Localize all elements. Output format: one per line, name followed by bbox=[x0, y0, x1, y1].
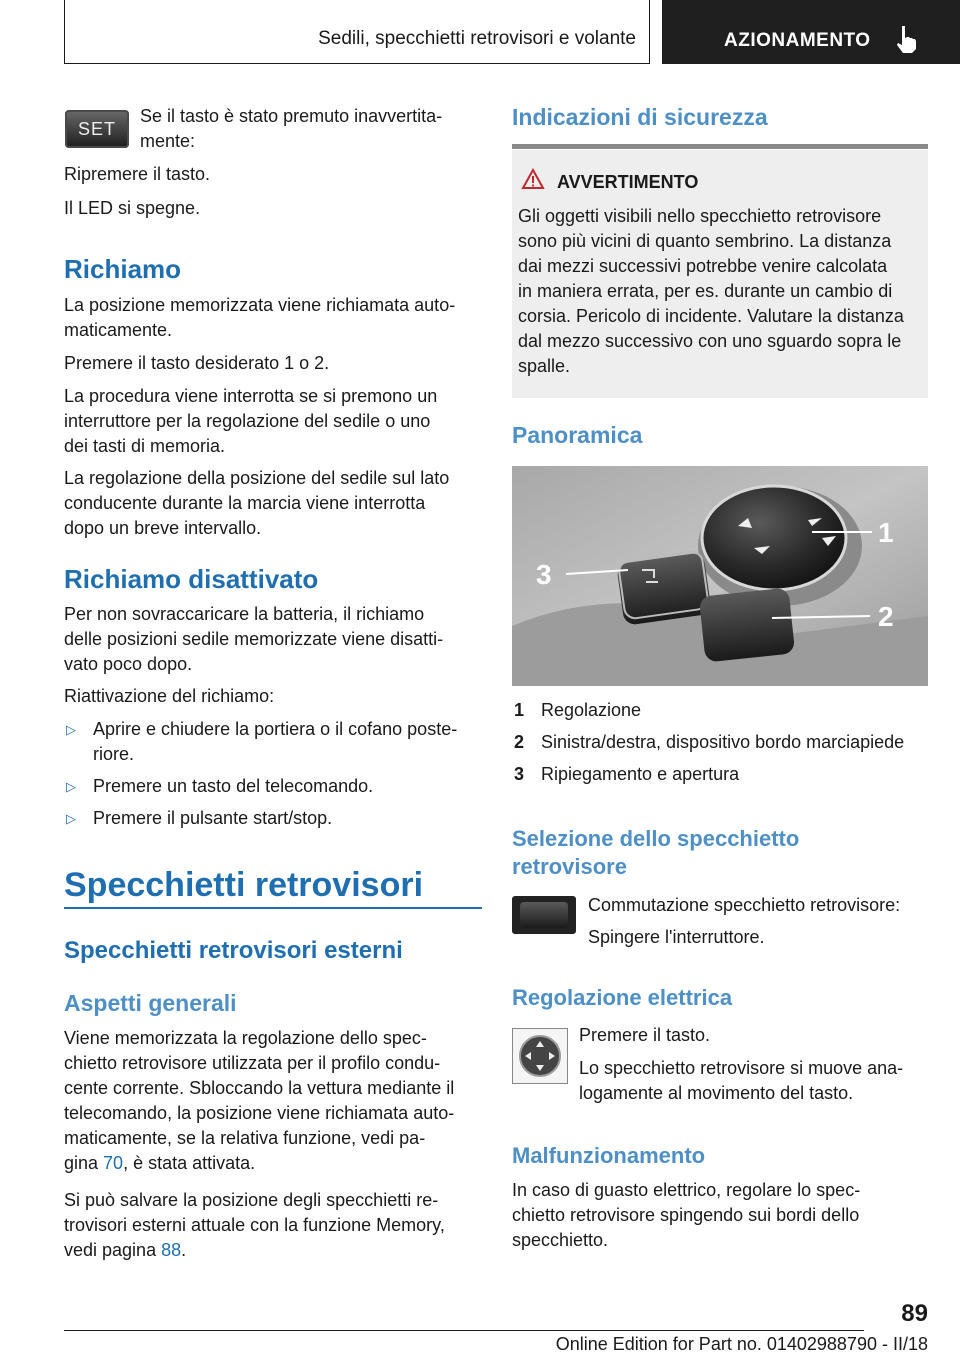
direction-pad-image bbox=[512, 1028, 568, 1084]
paragraph: In caso di guasto elettrico, regolare lo spec- chietto retrovisore spingendo sui bordi dello specchietto. bbox=[512, 1180, 861, 1250]
warning-top-bar bbox=[512, 144, 928, 149]
heading-regolazione-elettrica: Regolazione elettrica bbox=[512, 985, 733, 1010]
page-number: 89 bbox=[901, 1300, 928, 1327]
paragraph: Si può salvare la posizione degli specchietti re- trovisori esterni attuale con la funzione Memory, vedi pagina 88. bbox=[64, 1190, 445, 1260]
heading-specchietti-retrovisori: Specchietti retrovisori bbox=[64, 866, 424, 904]
footer-edition: Online Edition for Part no. 01402988790 - II/18 bbox=[555, 1334, 928, 1354]
paragraph: La procedura viene interrotta se si premono un interruttore per la regolazione del sedile o uno dei tasti di memoria. bbox=[64, 386, 438, 456]
legend-text: Regolazione bbox=[541, 700, 642, 720]
list-item: Premere il pulsante start/stop. bbox=[93, 808, 333, 828]
set-text: Se il tasto è stato premuto inavvertita- mente: bbox=[140, 106, 443, 151]
paragraph: Riattivazione del richiamo: bbox=[64, 686, 275, 706]
paragraph: Premere il tasto. bbox=[579, 1025, 711, 1045]
paragraph: Il LED si spegne. bbox=[64, 198, 201, 218]
direction-pad-icon bbox=[513, 1029, 567, 1083]
paragraph: Premere il tasto desiderato 1 o 2. bbox=[64, 353, 330, 373]
list-item: Premere un tasto del telecomando. bbox=[93, 776, 374, 796]
header-section-title: Sedili, specchietti retrovisori e volante bbox=[318, 28, 636, 49]
callout-2: 2 bbox=[878, 601, 894, 632]
legend-number: 3 bbox=[514, 764, 525, 784]
heading-malfunzionamento: Malfunzionamento bbox=[512, 1143, 706, 1168]
bullet-arrow-icon: ▷ bbox=[66, 722, 76, 737]
header-chapter-title: AZIONAMENTO bbox=[724, 30, 871, 51]
paragraph: Commutazione specchietto retrovisore: bbox=[588, 895, 901, 915]
heading-indicazioni-sicurezza: Indicazioni di sicurezza bbox=[512, 104, 768, 130]
hand-pointer-icon bbox=[894, 24, 920, 54]
legend-text: Sinistra/destra, dispositivo bordo marciapiede bbox=[541, 732, 905, 752]
heading-richiamo-disattivato: Richiamo disattivato bbox=[64, 564, 319, 594]
footer-rule bbox=[64, 1330, 864, 1331]
paragraph: Ripremere il tasto. bbox=[64, 164, 211, 184]
paragraph: La regolazione della posizione del sedile sul lato conducente durante la marcia viene interrotta dopo un breve intervallo. bbox=[64, 468, 450, 538]
warning-text: Gli oggetti visibili nello specchietto retrovisore sono più vicini di quanto sembrino. La distanza dai mezzi successivi potrebbe venire calcolata in maniera errata, per es. durante un cambio di corsia. Pericolo di incidente. Valutare la distanza dal mezzo successivo con uno sguardo sopra le spalle. bbox=[518, 206, 904, 376]
callout-3: 3 bbox=[536, 559, 552, 590]
heading-panoramica: Panoramica bbox=[512, 422, 643, 448]
paragraph: Spingere l'interruttore. bbox=[588, 927, 765, 947]
warning-triangle-icon bbox=[521, 168, 545, 190]
section-rule bbox=[64, 907, 482, 909]
page-link-70[interactable]: 70 bbox=[103, 1153, 124, 1173]
callout-1: 1 bbox=[878, 517, 894, 548]
page-link-88[interactable]: 88 bbox=[161, 1240, 182, 1260]
mirror-control-photo bbox=[512, 466, 928, 686]
heading-aspetti-generali: Aspetti generali bbox=[64, 990, 237, 1016]
list-item: Aprire e chiudere la portiera o il cofano poste- riore. bbox=[93, 719, 458, 764]
bullet-arrow-icon: ▷ bbox=[66, 811, 76, 826]
legend-number: 2 bbox=[514, 732, 525, 752]
paragraph: La posizione memorizzata viene richiamata auto- maticamente. bbox=[64, 295, 456, 340]
heading-specchietti-esterni: Specchietti retrovisori esterni bbox=[64, 937, 403, 964]
heading-richiamo: Richiamo bbox=[64, 254, 182, 284]
legend-text: Ripiegamento e apertura bbox=[541, 764, 740, 784]
mirror-selector-switch-image bbox=[512, 896, 576, 934]
paragraph: Per non sovraccaricare la batteria, il richiamo delle posizioni sedile memorizzate viene disatti- vato poco dopo. bbox=[64, 604, 444, 674]
paragraph: Viene memorizzata la regolazione dello spec- chietto retrovisore utilizzata per il profilo condu- cente corrente. Sbloccando la vettura mediante il telecomando, la posizione viene richiamata auto- maticamente, se la relativa funzione, vedi pa- gina 70, è stata attivata. bbox=[64, 1028, 455, 1173]
paragraph: Lo specchietto retrovisore si muove ana- logamente al movimento del tasto. bbox=[579, 1058, 904, 1103]
set-button-image bbox=[65, 110, 129, 148]
header-chapter-tab bbox=[662, 0, 960, 64]
heading-selezione: Selezione dello specchietto retrovisore bbox=[512, 826, 800, 879]
set-button-label: SET bbox=[77, 119, 116, 139]
bullet-arrow-icon: ▷ bbox=[66, 779, 76, 794]
warning-title: AVVERTIMENTO bbox=[557, 172, 699, 192]
legend-number: 1 bbox=[514, 700, 525, 720]
mirror-switch-illustration bbox=[512, 466, 928, 686]
